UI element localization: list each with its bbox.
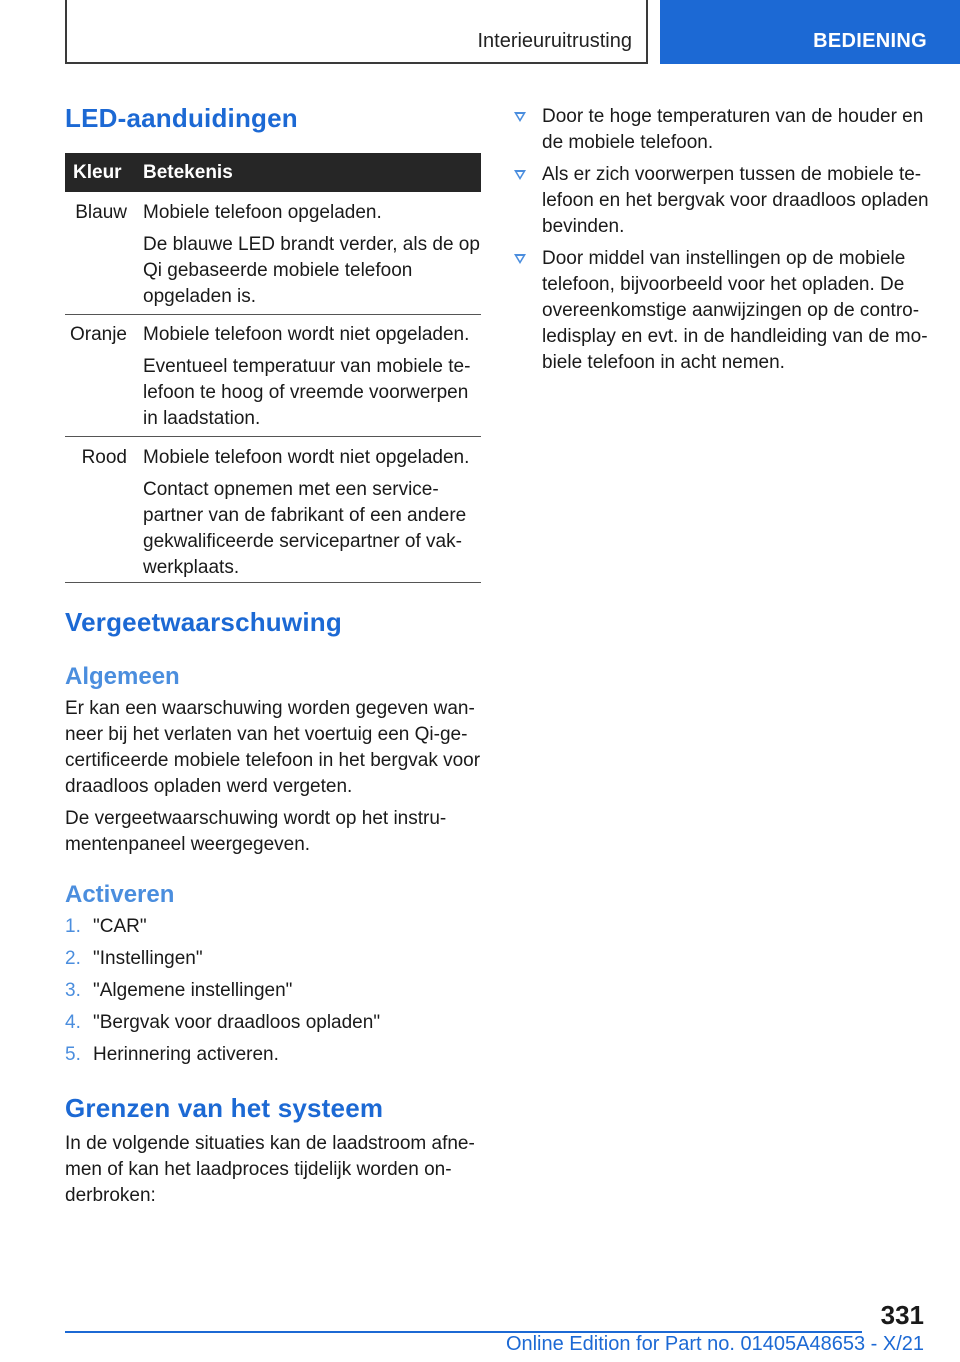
step-number: 5. bbox=[65, 1044, 81, 1065]
led-row-meaning: Mobiele telefoon wordt niet opgeladen. bbox=[143, 324, 470, 345]
triangle-bullet-icon bbox=[514, 254, 526, 264]
list-item bbox=[512, 246, 932, 376]
step-text: "CAR" bbox=[93, 916, 147, 937]
header-chapter-title: BEDIENING bbox=[813, 30, 927, 52]
led-table-row bbox=[65, 445, 481, 583]
list-item bbox=[65, 1042, 481, 1074]
list-item bbox=[65, 914, 481, 946]
led-row-color: Blauw bbox=[75, 202, 127, 223]
header-section-title: Interieuruitrusting bbox=[477, 30, 632, 52]
led-table-row bbox=[65, 200, 481, 315]
activate-steps-list bbox=[65, 914, 481, 1074]
list-item bbox=[512, 162, 932, 240]
led-row-meaning: Mobiele telefoon opgeladen. bbox=[143, 202, 382, 223]
activate-heading: Activeren bbox=[65, 881, 175, 908]
footer-edition-link[interactable]: Online Edition for Part no. 01405A48653 - X/21 bbox=[505, 1333, 924, 1355]
reminder-section-title: Vergeetwaarschuwing bbox=[65, 607, 342, 637]
header-chapter-tab[interactable] bbox=[660, 0, 960, 64]
general-heading: Algemeen bbox=[65, 663, 180, 690]
led-row-meaning: Mobiele telefoon wordt niet opgeladen. bbox=[143, 447, 470, 468]
step-text: "Algemene instellingen" bbox=[93, 980, 293, 1001]
bullet-text: Als er zich voorwerpen tussen de mobiele te-lefoon en het bergvak voor draadloos opladen bevinden. bbox=[542, 164, 929, 237]
bullet-text: Door middel van instellingen op de mobiele telefoon, bijvoorbeeld voor het opladen. De overeenkomstige aanwijzingen op de contro-ledisplay en evt. in de handleiding van de mo-biele telefoon in acht nemen. bbox=[542, 248, 928, 373]
step-number: 4. bbox=[65, 1012, 81, 1033]
limits-bullet-list bbox=[512, 104, 932, 382]
step-number: 3. bbox=[65, 980, 81, 1001]
list-item bbox=[512, 104, 932, 156]
list-item bbox=[65, 978, 481, 1010]
led-row-detail: Eventueel temperatuur van mobiele te-lefoon te hoog of vreemde voorwerpen in laadstation. bbox=[143, 356, 471, 429]
led-table-header-meaning: Betekenis bbox=[143, 162, 233, 183]
led-row-color: Oranje bbox=[69, 324, 127, 345]
step-text: "Instellingen" bbox=[93, 948, 203, 969]
step-number: 2. bbox=[65, 948, 81, 969]
led-row-color: Rood bbox=[81, 447, 127, 468]
led-table-header bbox=[65, 153, 481, 192]
list-item bbox=[65, 946, 481, 978]
led-row-detail: Contact opnemen met een service-partner van de fabrikant of een andere gekwalificeerde servicepartner of vak-werkplaats. bbox=[143, 479, 467, 578]
led-row-meaning-cell bbox=[143, 200, 481, 316]
page-number: 331 bbox=[880, 1300, 924, 1330]
led-section-title: LED-aanduidingen bbox=[65, 103, 298, 133]
step-text: Herinnering activeren. bbox=[93, 1044, 279, 1065]
header-section-tab bbox=[65, 0, 648, 64]
limits-intro: In de volgende situaties kan de laadstroom afne-men of kan het laadproces tijdelijk worden on-derbroken: bbox=[65, 1133, 475, 1206]
led-table-header-color: Kleur bbox=[73, 162, 122, 183]
step-text: "Bergvak voor draadloos opladen" bbox=[93, 1012, 381, 1033]
list-item bbox=[65, 1010, 481, 1042]
triangle-bullet-icon bbox=[514, 112, 526, 122]
led-row-meaning-cell bbox=[143, 322, 481, 438]
triangle-bullet-icon bbox=[514, 170, 526, 180]
limits-section-title: Grenzen van het systeem bbox=[65, 1093, 384, 1123]
led-row-meaning-cell bbox=[143, 445, 481, 587]
led-row-detail: De blauwe LED brandt verder, als de op Qi gebaseerde mobiele telefoon opgeladen is. bbox=[143, 234, 480, 307]
step-number: 1. bbox=[65, 916, 81, 937]
bullet-text: Door te hoge temperaturen van de houder en de mobiele telefoon. bbox=[542, 106, 924, 153]
general-paragraph-2: De vergeetwaarschuwing wordt op het instru-mentenpaneel weergegeven. bbox=[65, 808, 447, 855]
general-paragraph-1: Er kan een waarschuwing worden gegeven wan-neer bij het verlaten van het voertuig een Qi-ge-certificeerde mobiele telefoon in het bergvak voor draadloos opladen werd vergeten. bbox=[65, 698, 481, 797]
led-table-row bbox=[65, 322, 481, 437]
